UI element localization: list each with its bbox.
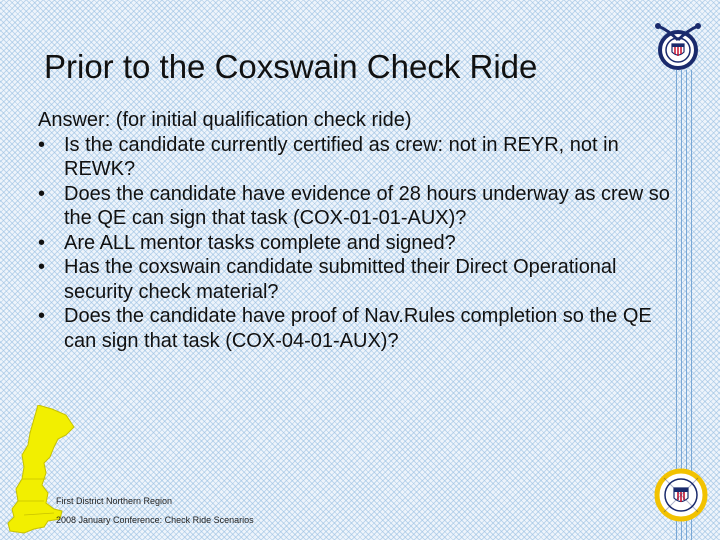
list-item: • Are ALL mentor tasks complete and signed?	[38, 231, 683, 256]
intro-text: Answer: (for initial qualification check ride)	[38, 109, 412, 131]
coast-guard-auxiliary-seal-icon	[650, 20, 706, 76]
slide-title: Prior to the Coxswain Check Ride	[44, 48, 538, 85]
bullet-list	[38, 133, 683, 354]
list-item: • Does the candidate have proof of Nav.Rules completion so the QE can sign that task (COX-04-01-AUX)?	[38, 304, 683, 353]
footer-conference: 2008 January Conference: Check Ride Scenarios	[56, 515, 254, 525]
list-item: • Has the coxswain candidate submitted their Direct Operational security check material?	[38, 255, 683, 304]
footer-region: First District Northern Region	[56, 496, 173, 506]
slide-body	[38, 108, 683, 353]
list-item: • Does the candidate have evidence of 28 hours underway as crew so the QE can sign that task (COX-01-01-AUX)?	[38, 182, 683, 231]
list-item: • Is the candidate currently certified as crew: not in REYR, not in REWK?	[38, 133, 683, 182]
coast-guard-auxiliary-emblem-icon	[654, 468, 708, 522]
